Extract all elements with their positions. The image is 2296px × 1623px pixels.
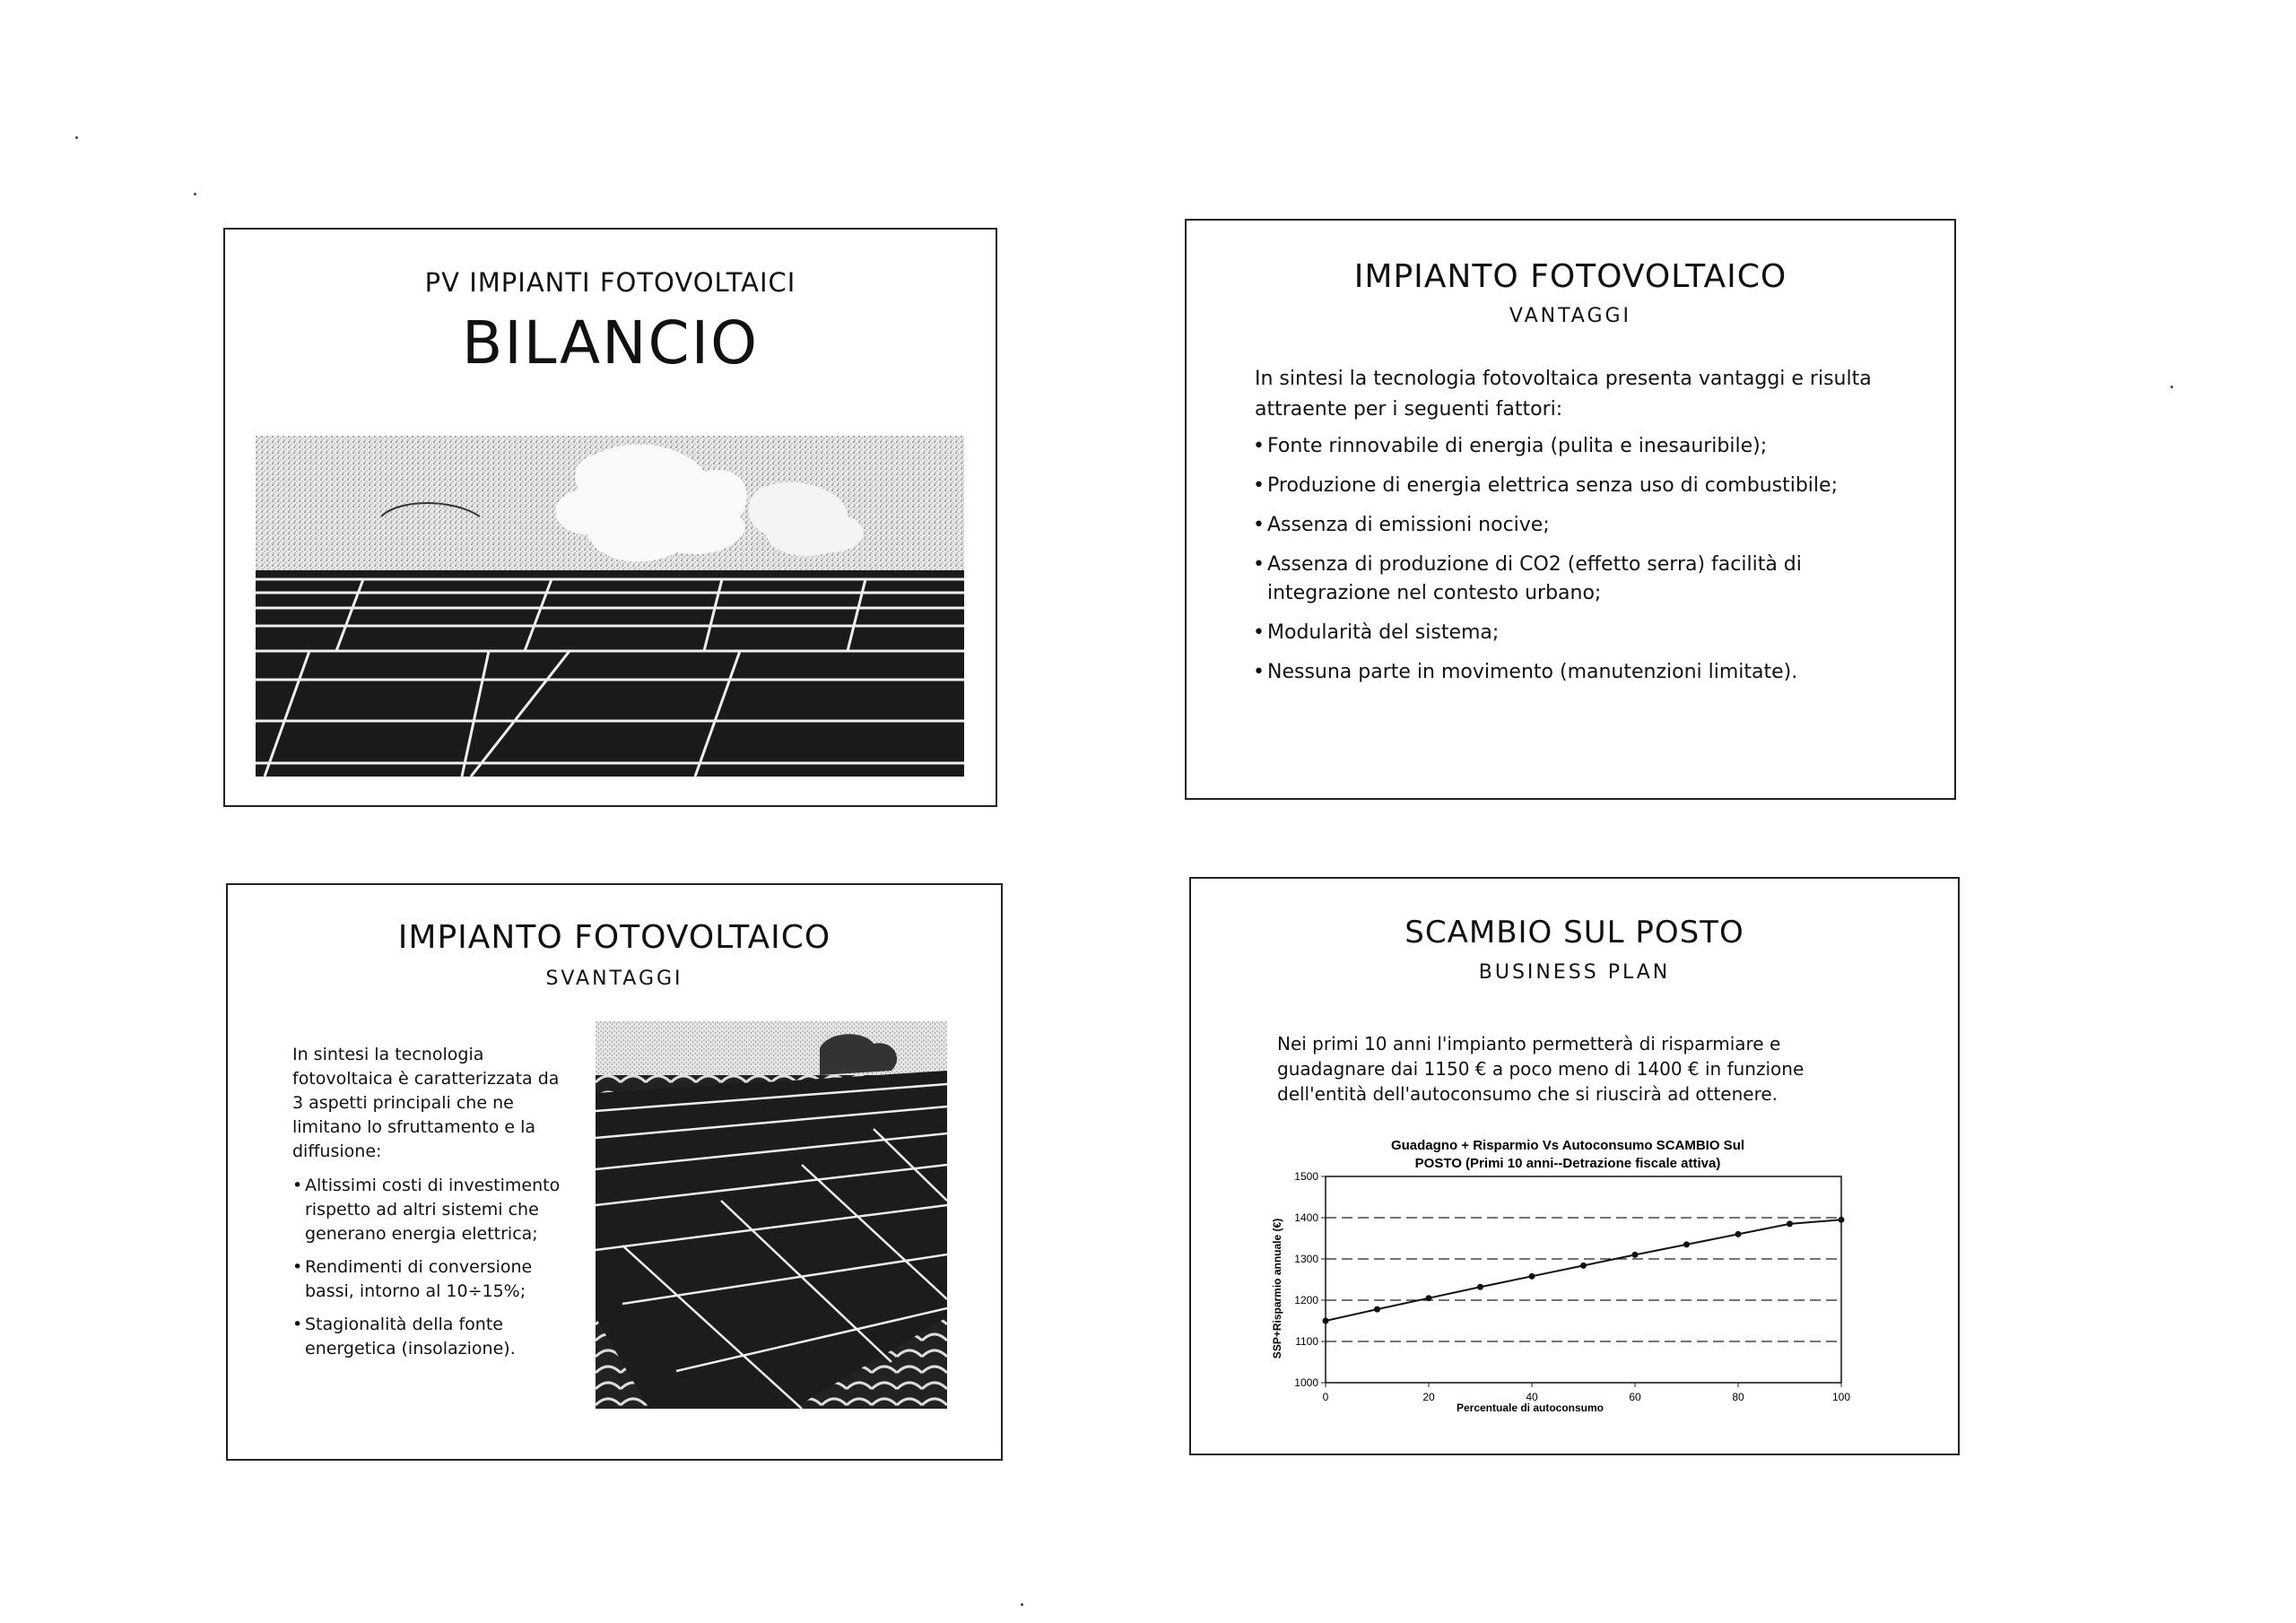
data-point bbox=[1374, 1306, 1380, 1313]
data-point bbox=[1839, 1217, 1845, 1223]
plot-frame bbox=[1326, 1176, 1841, 1383]
data-point bbox=[1477, 1284, 1483, 1290]
x-tick-label: 100 bbox=[1831, 1391, 1851, 1403]
slide-pretitle: PV IMPIANTI FOTOVOLTAICI bbox=[424, 267, 796, 298]
disadvantages-list bbox=[292, 1174, 561, 1370]
slide-title: IMPIANTO FOTOVOLTAICO bbox=[1353, 258, 1787, 295]
chart-title-line: POSTO (Primi 10 anni--Detrazione fiscale attiva) bbox=[1414, 1156, 1721, 1171]
y-tick-label: 1100 bbox=[1295, 1335, 1318, 1348]
slide-title: BILANCIO bbox=[461, 308, 760, 378]
slide-intro: In sintesi la tecnologia fotovoltaica presenta vantaggi e risulta attraente per i seguenti fattori: bbox=[1255, 368, 1872, 421]
x-tick-label: 40 bbox=[1526, 1391, 1538, 1403]
list-item: • Fonte rinnovabile di energia (pulita e inesauribile); bbox=[1253, 432, 1908, 461]
list-item: • Rendimenti di conversione bassi, intorno al 10÷15%; bbox=[292, 1255, 561, 1304]
data-point bbox=[1787, 1220, 1793, 1227]
list-item: • Produzione di energia elettrica senza uso di combustibile; bbox=[1253, 472, 1908, 500]
slide-scambio-sul-posto bbox=[1189, 877, 1960, 1455]
slide-subtitle: VANTAGGI bbox=[1509, 305, 1632, 327]
x-axis-label: Percentuale di autoconsumo bbox=[1456, 1402, 1605, 1414]
list-item: • Assenza di produzione di CO2 (effetto serra) facilità di integrazione nel contesto urbano; bbox=[1253, 551, 1908, 608]
data-point bbox=[1632, 1252, 1639, 1258]
data-point bbox=[1426, 1295, 1432, 1301]
slide-bilancio bbox=[223, 228, 997, 807]
y-tick-label: 1300 bbox=[1294, 1253, 1318, 1265]
list-item: • Assenza di emissioni nocive; bbox=[1253, 511, 1908, 540]
scan-speck bbox=[75, 136, 78, 139]
list-item: • Stagionalità della fonte energetica (insolazione). bbox=[292, 1313, 561, 1361]
y-tick-label: 1400 bbox=[1294, 1211, 1318, 1224]
y-tick-label: 1200 bbox=[1294, 1294, 1318, 1306]
list-item: • Modularità del sistema; bbox=[1253, 619, 1908, 647]
y-tick-label: 1000 bbox=[1294, 1376, 1318, 1389]
autoconsumo-line-chart bbox=[1263, 1132, 1891, 1419]
slide-intro: In sintesi la tecnologia fotovoltaica è caratterizzata da 3 aspetti principali che ne limitano lo sfruttamento e la diffusione: bbox=[292, 1045, 560, 1161]
slide-intro: Nei primi 10 anni l'impianto permetterà di risparmiare e guadagnare dai 1150 € a poco meno di 1400 € in funzione dell'entità dell'autoconsumo che si riuscirà ad ottenere. bbox=[1277, 1033, 1805, 1105]
data-point bbox=[1529, 1273, 1535, 1280]
list-item: • Nessuna parte in movimento (manutenzioni limitate). bbox=[1253, 658, 1908, 687]
rooftop-panels-photo bbox=[596, 1021, 947, 1409]
slide-svantaggi bbox=[226, 883, 1003, 1461]
slide-subtitle: BUSINESS PLAN bbox=[1478, 961, 1671, 984]
scan-speck bbox=[1021, 1603, 1023, 1606]
slide-title: IMPIANTO FOTOVOLTAICO bbox=[397, 919, 831, 956]
data-point bbox=[1735, 1231, 1742, 1237]
x-tick-label: 20 bbox=[1422, 1391, 1435, 1403]
scan-speck bbox=[194, 193, 196, 195]
data-point bbox=[1580, 1263, 1587, 1269]
slide-subtitle: SVANTAGGI bbox=[545, 968, 683, 990]
slide-title: SCAMBIO SUL POSTO bbox=[1405, 915, 1744, 950]
scan-speck bbox=[2170, 386, 2173, 388]
series-line bbox=[1326, 1219, 1841, 1321]
data-point bbox=[1323, 1318, 1329, 1324]
solar-field-photo bbox=[256, 436, 964, 777]
advantages-list bbox=[1253, 432, 1908, 698]
list-item: • Altissimi costi di investimento rispetto ad altri sistemi che generano energia elettrica; bbox=[292, 1174, 561, 1246]
y-tick-label: 1500 bbox=[1294, 1170, 1318, 1183]
slide-vantaggi bbox=[1185, 219, 1956, 800]
data-point bbox=[1683, 1241, 1690, 1247]
y-axis-label: SSP+Risparmio annuale (€) bbox=[1271, 1218, 1283, 1359]
chart-title-line: Guadagno + Risparmio Vs Autoconsumo SCAMBIO Sul bbox=[1390, 1138, 1745, 1153]
x-tick-label: 60 bbox=[1629, 1391, 1641, 1403]
x-tick-label: 0 bbox=[1322, 1391, 1329, 1403]
x-tick-label: 80 bbox=[1732, 1391, 1744, 1403]
